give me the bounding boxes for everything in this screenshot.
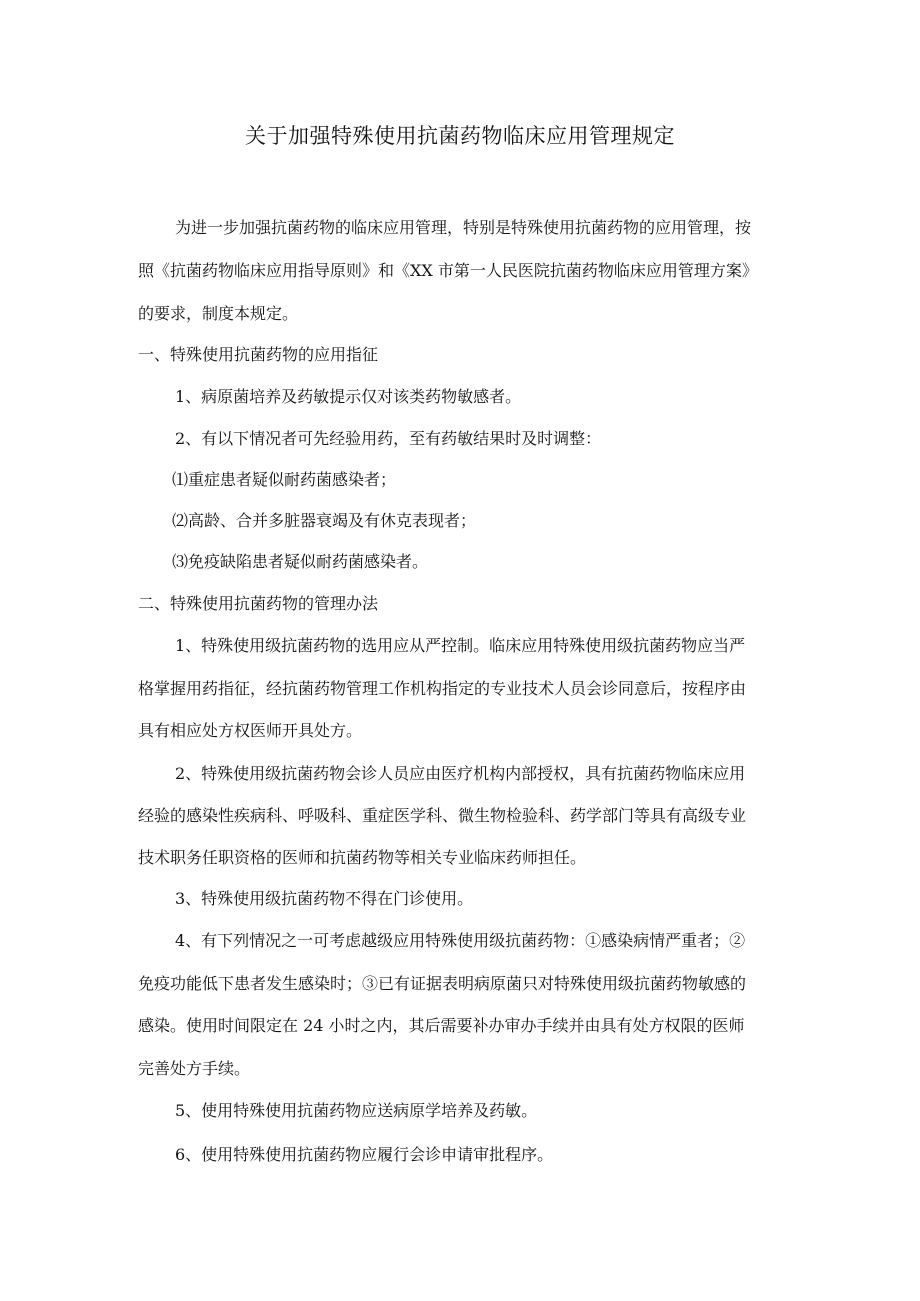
paragraph-line: 技术职务任职资格的医师和抗菌药物等相关专业临床药师担任。: [138, 848, 587, 867]
sub-list-item: ⑴重症患者疑似耐药菌感染者；: [172, 470, 397, 489]
section-heading: 一、特殊使用抗菌药物的应用指征: [138, 345, 379, 364]
paragraph-line: 具有相应处方权医师开具处方。: [138, 721, 363, 740]
paragraph-line: 5、使用特殊使用抗菌药物应送病原学培养及药敏。: [175, 1101, 538, 1120]
paragraph-line: 的要求，制度本规定。: [138, 304, 299, 323]
sub-list-item: ⑵高龄、合并多脏器衰竭及有休克表现者；: [172, 511, 477, 530]
paragraph-line: 经验的感染性疾病科、呼吸科、重症医学科、微生物检验科、药学部门等具有高级专业: [138, 806, 747, 825]
paragraph-line: 免疫功能低下患者发生感染时；③已有证据表明病原菌只对特殊使用级抗菌药物敏感的: [138, 974, 747, 993]
paragraph-line: 4、有下列情况之一可考虑越级应用特殊使用级抗菌药物：①感染病情严重者；②: [175, 931, 746, 950]
list-item: 1、病原菌培养及药敏提示仅对该类药物敏感者。: [175, 387, 522, 406]
paragraph-line: 2、特殊使用级抗菌药物会诊人员应由医疗机构内部授权，具有抗菌药物临床应用: [175, 764, 746, 783]
paragraph-line: 格掌握用药指征，经抗菌药物管理工作机构指定的专业技术人员会诊同意后，按程序由: [138, 679, 747, 698]
paragraph-line: 6、使用特殊使用抗菌药物应履行会诊申请审批程序。: [175, 1145, 554, 1164]
paragraph-line: 为进一步加强抗菌药物的临床应用管理，特别是特殊使用抗菌药物的应用管理，按: [175, 218, 752, 237]
paragraph-line: 3、特殊使用级抗菌药物不得在门诊使用。: [175, 889, 474, 908]
paragraph-line: 感染。使用时间限定在 24 小时之内，其后需要补办审办手续并由具有处方权限的医师: [138, 1016, 745, 1035]
section-heading: 二、特殊使用抗菌药物的管理办法: [138, 594, 379, 613]
sub-list-item: ⑶免疫缺陷患者疑似耐药菌感染者。: [172, 552, 429, 571]
paragraph-line: 照《抗菌药物临床应用指导原则》和《XX 市第一人民医院抗菌药物临床应用管理方案》: [138, 261, 758, 280]
paragraph-line: 完善处方手续。: [138, 1059, 251, 1078]
document-title: 关于加强特殊使用抗菌药物临床应用管理规定: [245, 124, 675, 148]
list-item: 2、有以下情况者可先经验用药，至有药敏结果时及时调整：: [175, 429, 602, 448]
paragraph-line: 1、特殊使用级抗菌药物的选用应从严控制。临床应用特殊使用级抗菌药物应当严: [175, 636, 746, 655]
